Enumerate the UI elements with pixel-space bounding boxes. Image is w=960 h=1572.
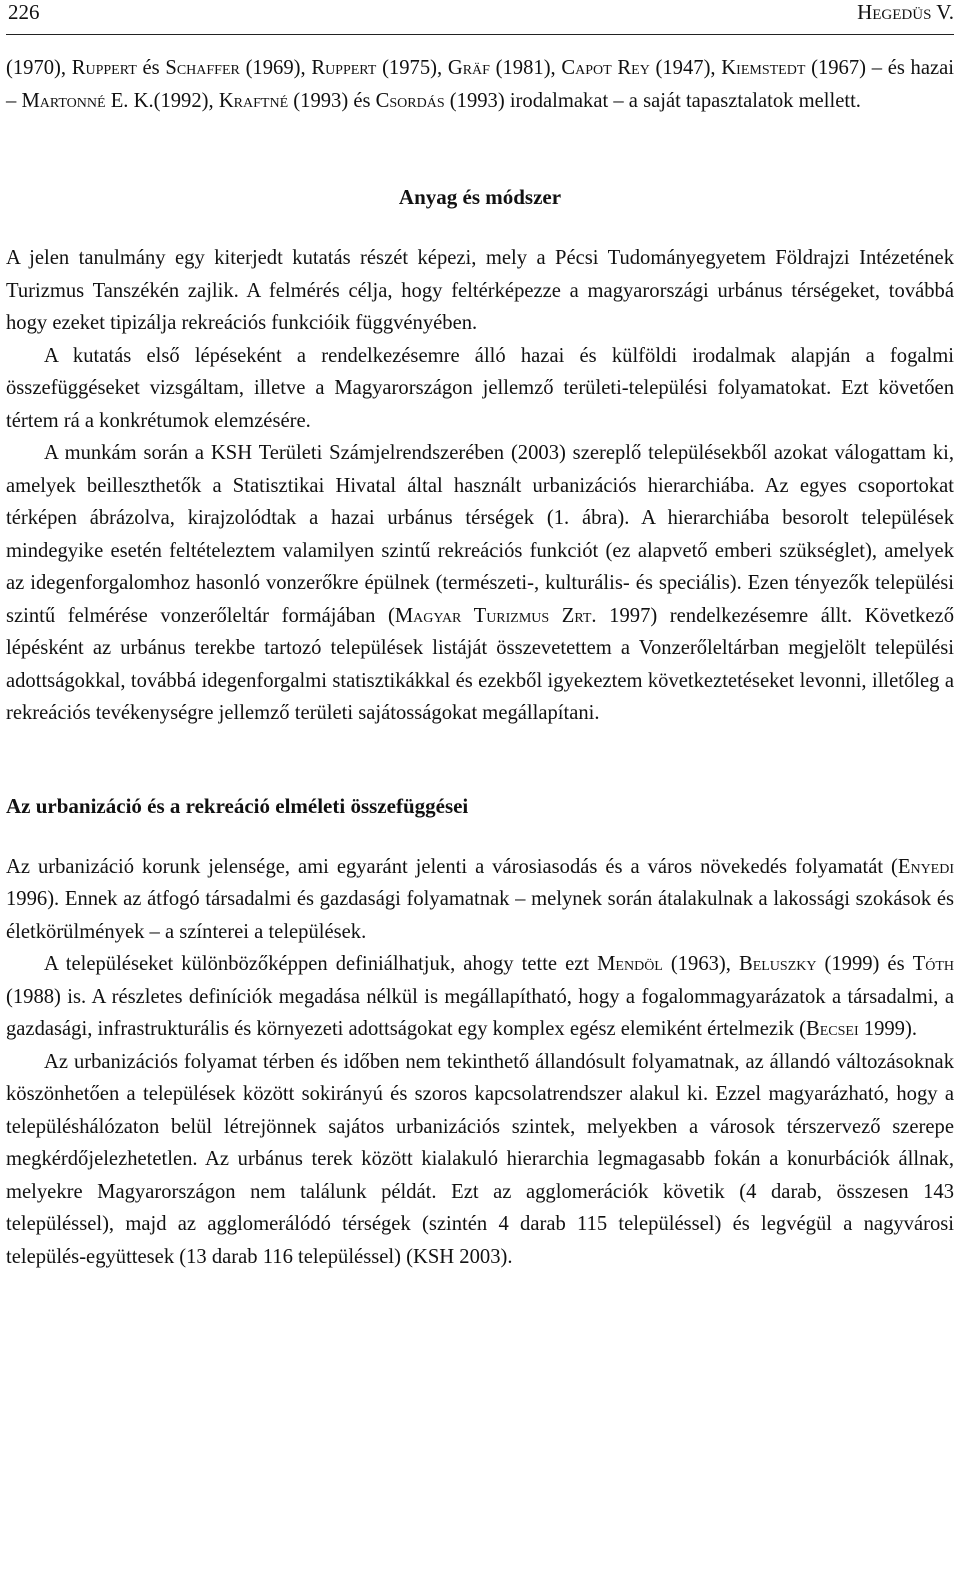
running-author: Hegedüs V. <box>857 0 954 24</box>
page-number: 226 <box>8 0 40 24</box>
cited-author: Capot Rey <box>561 57 650 79</box>
cited-author: Magyar Turizmus Zrt. <box>394 604 597 627</box>
cited-author: Schaffer <box>165 57 240 79</box>
cited-author: Kraftné <box>218 89 289 112</box>
theory-paragraph-2: A településeket különbözőképpen definiálhatjuk, ahogy tette ezt Mendöl (1963), Beluszky (1999) és Tóth (1988) is. A részletes definíciók megadása nélkül is megállapítható, hogy a fogalommagyarázatok a társadalmi, a gazdasági, infrastrukturális és környezeti adottságokat egy komplex egész elemiként értelmezik (Becsei 1999). <box>6 953 954 1040</box>
methods-paragraph-1: A jelen tanulmány egy kiterjedt kutatás részét képezi, mely a Pécsi Tudományegyetem Földrajzi Intézetének Turizmus Tanszékén zajlik. A felmérés célja, hogy feltérképezze a magyarországi urbánus térségeket, továbbá hogy ezeket tipizálja rekreációs funkcióik függvényében. <box>6 247 954 334</box>
section-heading-theory: Az urbanizáció és a rekreáció elméleti összefüggései <box>6 793 469 818</box>
theory-paragraph-3: Az urbanizációs folyamat térben és időben nem tekinthető állandósult folyamatnak, az állandó változásoknak köszönhetően a települések között sokirányú és szoros kapcsolatrendszer alakul ki. Ezzel magyarázható, hogy a településhálózaton belül létrejönnek sajátos urbanizációs szintek, melyekben a városok térszervező szerepe megkérdőjelezhetetlen. Az urbánus terek között kialakuló hierarchia legmagasabb fokán a konurbációk állnak, melyekre Magyarországon nem találunk példát. Ezt az agglomerációk követik (4 darab, összesen 143 településsel), majd az agglomerálódó térségek (szintén 4 darab 115 településsel) és legvégül a nagyvárosi település-együttesek (13 darab 116 településsel) (KSH 2003). <box>6 1050 954 1268</box>
cited-author: Csordás <box>375 89 445 112</box>
methods-paragraph-3: A munkám során a KSH Területi Számjelrendszerében (2003) szereplő településekből azokat válogattam ki, amelyek beilleszthetők a Statisztikai Hivatal által használt urbanizációs hierarchiába. Az egyes csoportokat térképen ábrázolva, kirajzolódtak a hazai urbánus térségek (1. ábra). A hierarchiába besorolt települések mindegyike esetén feltételeztem valamilyen szintű rekreációs funkciót (ez alapvető emberi szükséglet), amelyek az idegenforgalomhoz hasonló vonzerőkre épülnek (természeti-, kulturális- és speciális). Ezen tényezők települési szintű felmérése vonzerőleltár formájában (Magyar Turizmus Zrt. 1997) rendelkezésemre állt. Következő lépésként az urbánus terekbe tartozó települések listáját összevetettem a Vonzerőleltárban megjelölt települési adottságokkal, továbbá idegenforgalmi statisztikákkal és ezekből igyekeztem következtetéseket levonni, illetőleg a rekreációs tevékenységre jellemző területi sajátosságokat megállapítani. <box>6 442 954 724</box>
cited-author: Tóth <box>912 953 954 975</box>
running-head <box>6 0 954 35</box>
cited-author: Becsei <box>806 1018 859 1040</box>
cited-author: Gräf <box>447 57 490 79</box>
cited-author: Ruppert <box>71 57 137 79</box>
cited-author: Kiemstedt <box>721 57 806 79</box>
cited-author: Martonné <box>21 89 106 112</box>
theory-paragraph-1: Az urbanizáció korunk jelensége, ami egyaránt jelenti a városiasodás és a város növekedés folyamatát (Enyedi 1996). Ennek az átfogó társadalmi és gazdasági folyamatnak – melynek során átalakulnak a lakossági szokások és életkörülmények – a színterei a települések. <box>6 855 954 943</box>
section-heading-methods: Anyag és módszer <box>398 185 562 209</box>
cited-author: Ruppert <box>311 57 377 79</box>
cited-author: Beluszky <box>738 953 817 975</box>
methods-paragraph-2: A kutatás első lépéseként a rendelkezésemre álló hazai és külföldi irodalmak alapján a fogalmi összefüggéseket vizsgáltam, illetve a Magyarországon jellemző területi-települési folyamatokat. Ezt követően tértem rá a konkrétumok elemzésére. <box>6 344 954 432</box>
cited-author: Enyedi <box>897 855 954 878</box>
cited-author: Mendöl <box>597 953 663 975</box>
article-body <box>6 52 954 1273</box>
intro-paragraph: (1970), Ruppert és Schaffer (1969), Ruppert (1975), Gräf (1981), Capot Rey (1947), Kiemstedt (1967) – és hazai – Martonné E. K.(1992), Kraftné (1993) és Csordás (1993) irodalmakat – a saját tapasztalatok mellett. <box>6 57 954 112</box>
